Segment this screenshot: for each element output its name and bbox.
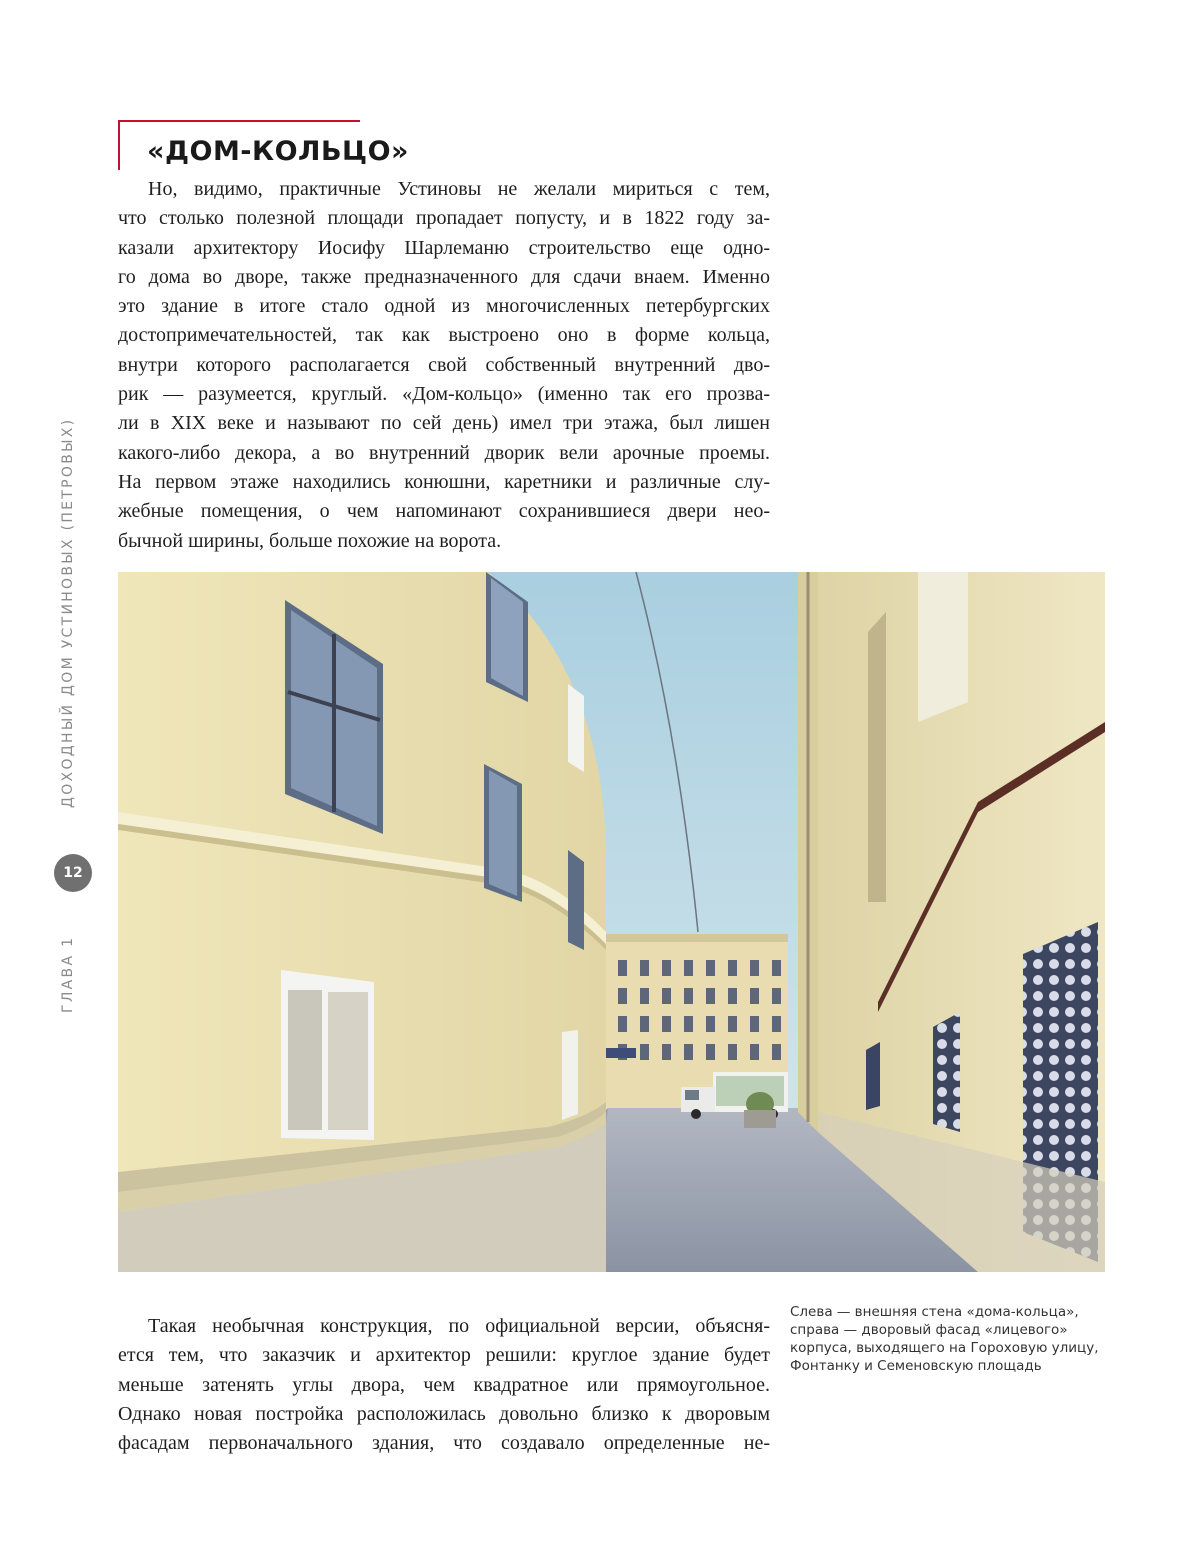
caption-line: Фонтанку и Семеновскую площадь — [790, 1358, 1042, 1374]
text-line: бычной ширины, больше похожие на ворота. — [118, 529, 502, 552]
text-line: жебные помещения, о чем напоминают сохранившиеся двери нео- — [118, 500, 770, 523]
paragraph-2 — [118, 1312, 770, 1458]
text-line: что столько полезной площади пропадает попусту, и в 1822 году за- — [118, 207, 770, 230]
planter — [744, 1092, 776, 1128]
text-line: Такая необычная конструкция, по официальной версии, объясня- — [148, 1315, 770, 1337]
text-line: достопримечательностей, так как выстроено оно в форме кольца, — [118, 324, 770, 347]
text-line: это здание в итоге стало одной из многочисленных петербургских — [118, 295, 770, 318]
text-line: Однако новая постройка расположилась довольно близко к дворовым — [118, 1402, 770, 1425]
text-line: рик — разумеется, круглый. «Дом-кольцо» (именно так его прозва- — [118, 383, 770, 406]
text-line: фасадам первоначального здания, что создавало определенные не- — [118, 1432, 770, 1455]
caption-line: справа — дворовый фасад «лицевого» — [790, 1322, 1068, 1338]
caption-line: корпуса, выходящего на Гороховую улицу, — [790, 1340, 1099, 1356]
text-line: На первом этаже находились конюшни, каретники и различные слу- — [118, 470, 770, 493]
running-head-chapter: ГЛАВА 1 — [60, 935, 76, 1013]
text-line: какого-либо декора, а во внутренний дворик вели арочные проемы. — [118, 441, 770, 464]
page-number-badge: 12 — [54, 854, 92, 892]
paragraph-1 — [118, 175, 770, 556]
running-head-book-title: ДОХОДНЫЙ ДОМ УСТИНОВЫХ (ПЕТРОВЫХ) — [60, 417, 76, 809]
text-line: внутри которого располагается свой собственный внутренний дво- — [118, 353, 770, 376]
text-line: ется тем, что заказчик и архитектор решили: круглое здание будет — [118, 1344, 770, 1367]
photo-caption — [790, 1303, 1120, 1375]
text-line: ли в XIX веке и называют по сей день) имел три этажа, был лишен — [118, 412, 770, 435]
text-line: казали архитектору Иосифу Шарлеманю строительство еще одно- — [118, 236, 770, 259]
text-line: Но, видимо, практичные Устиновы не желали мириться с тем, — [148, 178, 770, 200]
text-line: го дома во дворе, также предназначенного для сдачи внаем. Именно — [118, 265, 770, 288]
caption-line: Слева — внешняя стена «дома-кольца», — [790, 1304, 1079, 1320]
text-line: меньше затенять углы двора, чем квадратное или прямоугольное. — [118, 1373, 770, 1396]
section-heading: «ДОМ-КОЛЬЦО» — [147, 136, 409, 167]
courtyard-photo — [118, 572, 1105, 1272]
